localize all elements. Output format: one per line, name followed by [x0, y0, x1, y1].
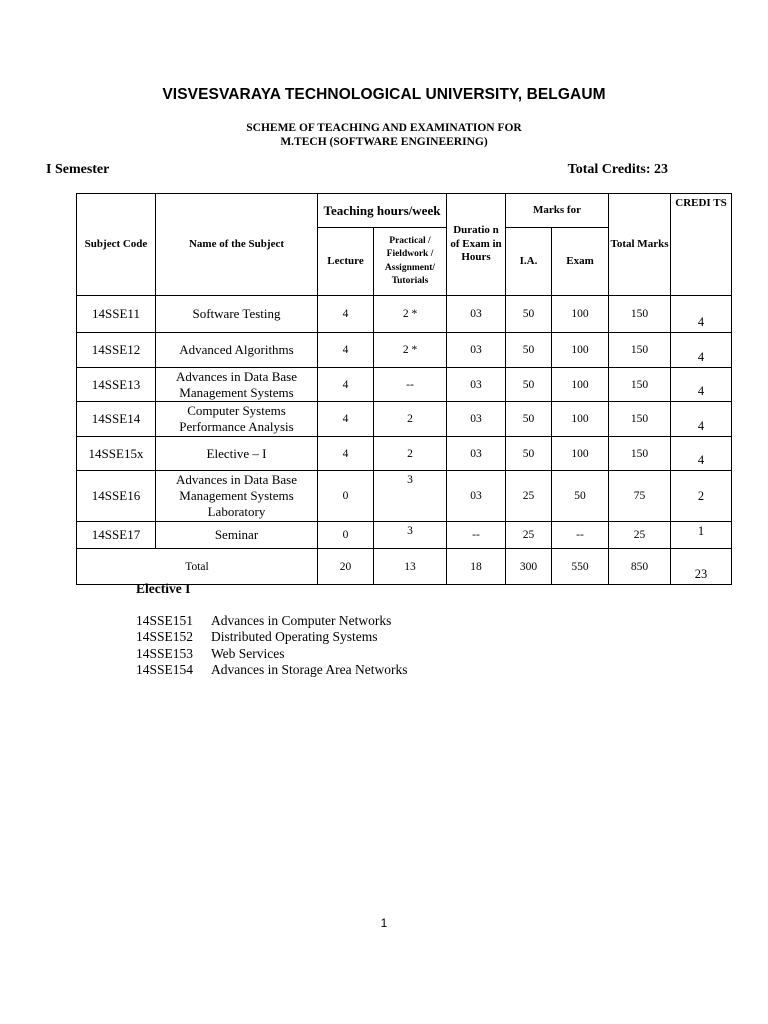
total-credits: 23 [671, 549, 732, 585]
header-subject-code: Subject Code [77, 194, 156, 296]
table-row [77, 471, 732, 522]
university-title: VISVESVARAYA TECHNOLOGICAL UNIVERSITY, BELGAUM [162, 86, 606, 103]
table-row [77, 333, 732, 368]
cell-ia: 50 [506, 368, 552, 402]
cell-ia: 25 [506, 471, 552, 522]
cell-code: 14SSE15x [77, 437, 156, 471]
cell-total: 150 [609, 437, 671, 471]
semester-label: I Semester [46, 162, 110, 177]
cell-name: Software Testing [156, 296, 318, 333]
cell-lecture: 4 [318, 368, 374, 402]
header-marks-for: Marks for [506, 194, 609, 228]
cell-practical: 3 [374, 471, 447, 522]
cell-lecture: 0 [318, 522, 374, 549]
total-exam: 550 [552, 549, 609, 585]
cell-exam: 50 [552, 471, 609, 522]
cell-exam: 100 [552, 368, 609, 402]
cell-credits: 4 [671, 368, 732, 402]
scheme-title-line1: SCHEME OF TEACHING AND EXAMINATION FOR [246, 122, 522, 134]
total-label: Total [77, 549, 318, 585]
header-teaching-hours: Teaching hours/week [318, 194, 447, 228]
cell-name: Advanced Algorithms [156, 333, 318, 368]
elective-code: 14SSE152 [136, 629, 194, 645]
elective-name: Advances in Storage Area Networks [211, 661, 408, 677]
cell-code: 14SSE13 [77, 368, 156, 402]
table-row [77, 368, 732, 402]
elective-heading: Elective I [136, 581, 191, 596]
cell-duration: 03 [447, 368, 506, 402]
table-row [77, 402, 732, 437]
cell-credits: 4 [671, 296, 732, 333]
elective-code: 14SSE151 [136, 613, 194, 628]
scheme-title-line2: M.TECH (SOFTWARE ENGINEERING) [280, 136, 488, 148]
cell-practical: 2 [374, 437, 447, 471]
table-total-row [77, 549, 732, 585]
cell-ia: 50 [506, 333, 552, 368]
cell-code: 14SSE11 [77, 296, 156, 333]
cell-duration: 03 [447, 471, 506, 522]
list-item [136, 646, 407, 662]
cell-ia: 25 [506, 522, 552, 549]
scheme-table [76, 193, 732, 585]
cell-total: 25 [609, 522, 671, 549]
elective-list [136, 613, 407, 678]
cell-exam: 100 [552, 402, 609, 437]
elective-name: Advances in Computer Networks [211, 613, 392, 628]
cell-duration: 03 [447, 437, 506, 471]
total-duration: 18 [447, 549, 506, 585]
cell-exam: 100 [552, 333, 609, 368]
cell-code: 14SSE12 [77, 333, 156, 368]
cell-practical: 2 [374, 402, 447, 437]
cell-name: Elective – I [156, 437, 318, 471]
cell-credits: 4 [671, 437, 732, 471]
list-item [136, 613, 407, 629]
cell-ia: 50 [506, 437, 552, 471]
scheme-title [0, 121, 768, 149]
cell-name: Computer Systems Performance Analysis [156, 402, 318, 437]
cell-credits: 4 [671, 402, 732, 437]
table-row [77, 296, 732, 333]
cell-practical: 3 [374, 522, 447, 549]
elective-code: 14SSE154 [136, 661, 194, 677]
cell-lecture: 0 [318, 471, 374, 522]
elective-name: Web Services [211, 645, 285, 661]
cell-lecture: 4 [318, 333, 374, 368]
cell-total: 150 [609, 402, 671, 437]
header-total-marks: Total Marks [609, 194, 671, 296]
cell-total: 150 [609, 333, 671, 368]
cell-exam: -- [552, 522, 609, 549]
header-subject-name: Name of the Subject [156, 194, 318, 296]
elective-name: Distributed Operating Systems [211, 629, 378, 645]
header-exam: Exam [552, 228, 609, 296]
cell-name: Advances in Data Base Management Systems [156, 368, 318, 402]
list-item [136, 629, 407, 645]
elective-code: 14SSE153 [136, 645, 194, 661]
cell-total: 150 [609, 368, 671, 402]
cell-ia: 50 [506, 296, 552, 333]
total-lecture: 20 [318, 549, 374, 585]
cell-duration: -- [447, 522, 506, 549]
cell-duration: 03 [447, 296, 506, 333]
cell-credits: 2 [671, 471, 732, 522]
cell-lecture: 4 [318, 296, 374, 333]
cell-code: 14SSE17 [77, 522, 156, 549]
header-practical: Practical / Fieldwork / Assignment/ Tutorials [374, 228, 447, 296]
cell-credits: 1 [671, 522, 732, 549]
list-item [136, 662, 407, 678]
header-ia: I.A. [506, 228, 552, 296]
cell-name: Seminar [156, 522, 318, 549]
cell-credits: 4 [671, 333, 732, 368]
header-lecture: Lecture [318, 228, 374, 296]
total-marks: 850 [609, 549, 671, 585]
page-number: 1 [380, 916, 388, 930]
cell-name: Advances in Data Base Management Systems Laboratory [156, 471, 318, 522]
cell-practical: 2 * [374, 333, 447, 368]
cell-lecture: 4 [318, 437, 374, 471]
cell-lecture: 4 [318, 402, 374, 437]
total-practical: 13 [374, 549, 447, 585]
total-ia: 300 [506, 549, 552, 585]
cell-ia: 50 [506, 402, 552, 437]
cell-total: 150 [609, 296, 671, 333]
cell-exam: 100 [552, 437, 609, 471]
cell-code: 14SSE16 [77, 471, 156, 522]
cell-practical: 2 * [374, 296, 447, 333]
cell-practical: -- [374, 368, 447, 402]
cell-code: 14SSE14 [77, 402, 156, 437]
cell-duration: 03 [447, 402, 506, 437]
cell-total: 75 [609, 471, 671, 522]
cell-exam: 100 [552, 296, 609, 333]
cell-duration: 03 [447, 333, 506, 368]
header-exam-duration: Duratio n of Exam in Hours [447, 194, 506, 296]
table-row [77, 437, 732, 471]
total-credits-label: Total Credits: 23 [567, 162, 668, 177]
header-credits: CREDI TS [671, 194, 732, 296]
table-row [77, 522, 732, 549]
